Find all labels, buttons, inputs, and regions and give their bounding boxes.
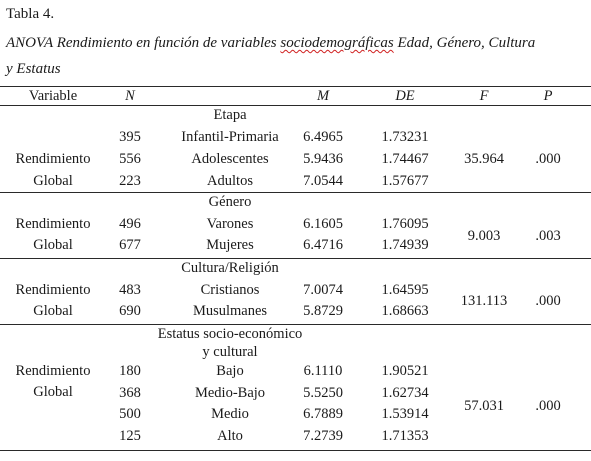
cell-m: 6.7889 xyxy=(303,406,343,422)
table-label: Tabla 4. xyxy=(6,6,55,22)
cell-level: Bajo xyxy=(216,363,244,379)
cell-n: 180 xyxy=(119,363,141,379)
cell-m: 5.5250 xyxy=(303,385,343,401)
group-divider-3 xyxy=(0,324,591,325)
cell-m: 6.4965 xyxy=(303,129,343,145)
cell-de: 1.64595 xyxy=(381,282,429,298)
spellcheck-underlined-word: sociodemográficas xyxy=(280,35,394,51)
table-top-rule xyxy=(0,86,591,87)
cell-level: Adultos xyxy=(207,173,253,189)
cell-f: 131.113 xyxy=(460,293,508,309)
variable-name-line-2: Global xyxy=(33,384,73,400)
cell-f: 35.964 xyxy=(464,151,504,167)
cell-n: 223 xyxy=(119,173,141,189)
cell-de: 1.53914 xyxy=(381,406,429,422)
cell-m: 7.0074 xyxy=(303,282,343,298)
cell-m: 6.1605 xyxy=(303,216,343,232)
cell-p: .000 xyxy=(535,293,561,309)
variable-name-line-2: Global xyxy=(33,237,73,253)
group-divider-1 xyxy=(0,192,591,193)
group-title: Etapa xyxy=(213,107,247,123)
col-header-p: P xyxy=(543,88,553,104)
group-title-line-2: y cultural xyxy=(202,344,258,360)
cell-m: 7.0544 xyxy=(303,173,343,189)
cell-level: Varones xyxy=(206,216,254,232)
variable-name-line-2: Global xyxy=(33,173,73,189)
group-title: Género xyxy=(208,194,252,210)
cell-n: 556 xyxy=(119,151,141,167)
cell-de: 1.71353 xyxy=(381,428,429,444)
cell-n: 500 xyxy=(119,406,141,422)
cell-p: .003 xyxy=(535,228,561,244)
cell-n: 690 xyxy=(119,303,141,319)
table-title-part-2: Edad, Género, Cultura xyxy=(393,35,536,51)
cell-n: 496 xyxy=(119,216,141,232)
table-title xyxy=(6,35,535,51)
header-bottom-rule xyxy=(0,105,591,106)
cell-de: 1.73231 xyxy=(381,129,429,145)
cell-de: 1.68663 xyxy=(381,303,429,319)
table-bottom-rule xyxy=(0,450,591,451)
cell-de: 1.74939 xyxy=(381,237,429,253)
variable-name: Rendimiento xyxy=(15,363,91,379)
col-header-variable: Variable xyxy=(28,88,78,104)
col-header-f: F xyxy=(479,88,489,104)
cell-n: 483 xyxy=(119,282,141,298)
cell-f: 57.031 xyxy=(464,398,504,414)
variable-name-line-2: Global xyxy=(33,303,73,319)
col-header-n: N xyxy=(125,88,135,104)
variable-name: Rendimiento xyxy=(15,151,91,167)
table-title-line-2: y Estatus xyxy=(6,61,61,77)
cell-level: Infantil-Primaria xyxy=(181,129,279,145)
group-title: Cultura/Religión xyxy=(181,260,279,276)
cell-de: 1.74467 xyxy=(381,151,429,167)
cell-p: .000 xyxy=(535,398,561,414)
group-divider-2 xyxy=(0,258,591,259)
cell-f: 9.003 xyxy=(467,228,501,244)
cell-p: .000 xyxy=(535,151,561,167)
cell-level: Adolescentes xyxy=(191,151,269,167)
cell-level: Musulmanes xyxy=(192,303,268,319)
table-title-part-1: ANOVA Rendimiento en función de variables xyxy=(6,35,281,51)
variable-name: Rendimiento xyxy=(15,216,91,232)
cell-level: Mujeres xyxy=(206,237,254,253)
cell-n: 677 xyxy=(119,237,141,253)
cell-m: 6.4716 xyxy=(303,237,343,253)
cell-n: 395 xyxy=(119,129,141,145)
cell-de: 1.57677 xyxy=(381,173,429,189)
variable-name: Rendimiento xyxy=(15,282,91,298)
cell-n: 368 xyxy=(119,385,141,401)
cell-de: 1.62734 xyxy=(381,385,429,401)
cell-m: 6.1110 xyxy=(303,363,343,379)
cell-n: 125 xyxy=(119,428,141,444)
cell-m: 7.2739 xyxy=(303,428,343,444)
cell-level: Alto xyxy=(217,428,243,444)
cell-level: Medio xyxy=(211,406,249,422)
cell-level: Medio-Bajo xyxy=(194,385,266,401)
cell-m: 5.9436 xyxy=(303,151,343,167)
cell-de: 1.90521 xyxy=(381,363,429,379)
col-header-de: DE xyxy=(395,88,415,104)
col-header-m: M xyxy=(316,88,330,104)
cell-level: Cristianos xyxy=(200,282,260,298)
cell-m: 5.8729 xyxy=(303,303,343,319)
group-title: Estatus socio-económico xyxy=(157,326,303,342)
cell-de: 1.76095 xyxy=(381,216,429,232)
